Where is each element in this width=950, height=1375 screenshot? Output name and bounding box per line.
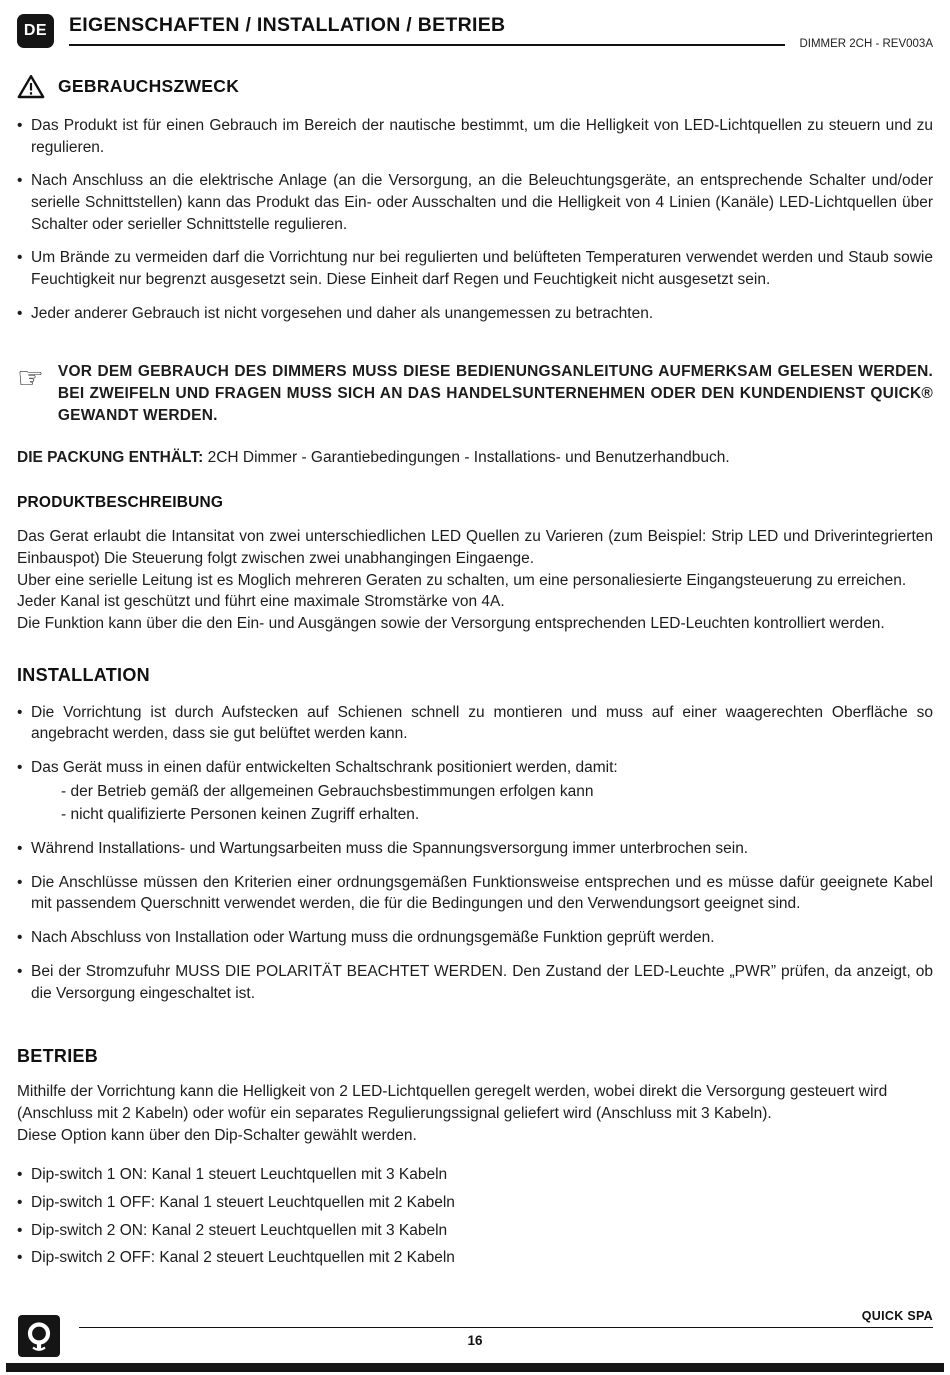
usage-heading-row xyxy=(17,74,933,99)
bullet-text: Dip-switch 2 ON: Kanal 2 steuert Leuchtquellen mit 3 Kabeln xyxy=(31,1221,448,1239)
warning-triangle-icon xyxy=(17,74,45,99)
usage-bullet-list xyxy=(17,115,933,337)
bullet-text: Bei der Stromzufuhr MUSS DIE POLARITÄT BEACHTET WERDEN. Den Zustand der LED-Leuchte „PWR” prüfen, da anzeigt, ob die Versorgung eingeschaltet ist. xyxy=(31,962,933,1002)
bullet-text: Jeder anderer Gebrauch ist nicht vorgesehen und daher als unangemessen zu betrachten. xyxy=(31,304,654,322)
list-item xyxy=(17,838,933,860)
package-label: DIE PACKUNG ENTHÄLT: xyxy=(17,448,204,466)
operation-paragraph: Diese Option kann über den Dip-Schalter gewählt werden. xyxy=(17,1126,417,1144)
section-heading-installation: INSTALLATION xyxy=(17,664,150,685)
list-item xyxy=(17,247,933,290)
section-heading-gebrauchszweck: GEBRAUCHSZWECK xyxy=(58,76,240,96)
operation-paragraphs xyxy=(17,1081,933,1146)
bullet-text: Dip-switch 1 OFF: Kanal 1 steuert Leuchtquellen mit 2 Kabeln xyxy=(31,1193,455,1211)
section-heading-produktbeschreibung: PRODUKTBESCHREIBUNG xyxy=(17,494,224,512)
description-paragraph: Uber eine serielle Leitung ist es Moglich mehreren Geraten zu schalten, um eine personaliesierte Eingangsteuerung zu erreichen. xyxy=(17,571,907,589)
list-item xyxy=(17,115,933,158)
description-paragraph: Jeder Kanal ist geschützt und führt eine maximale Stromstärke von 4A. xyxy=(17,593,505,611)
bullet-text: Während Installations- und Wartungsarbeiten muss die Spannungsversorgung immer unterbrochen sein. xyxy=(31,840,749,858)
doc-reference: DIMMER 2CH - REV003A xyxy=(799,38,933,50)
list-item xyxy=(17,1164,933,1186)
list-item xyxy=(17,1192,933,1214)
list-item xyxy=(17,872,933,915)
usage-notice xyxy=(17,361,933,427)
bullet-text: Das Gerät muss in einen dafür entwickelten Schaltschrank positioniert werden, damit: xyxy=(31,759,618,776)
description-paragraph: Die Funktion kann über die den Ein- und Ausgängen sowie der Versorgung entsprechenden LED-Leuchten kontrolliert werden. xyxy=(17,614,885,632)
description-paragraphs xyxy=(17,526,933,634)
list-item xyxy=(17,170,933,235)
package-line xyxy=(17,447,933,469)
pointing-hand-icon: ☞ xyxy=(17,361,44,395)
language-badge: DE xyxy=(17,14,54,48)
list-item xyxy=(17,702,933,745)
list-item xyxy=(17,303,933,325)
list-item xyxy=(17,961,933,1004)
page-number: 16 xyxy=(467,1333,483,1348)
bullet-text: Dip-switch 1 ON: Kanal 1 steuert Leuchtquellen mit 3 Kabeln xyxy=(31,1166,448,1184)
bullet-text: Die Vorrichtung ist durch Aufstecken auf Schienen schnell zu montieren und muss auf einer waagerechten Oberfläche so angebracht werden, dass sie gut belüftet werden kann. xyxy=(31,703,933,743)
list-item xyxy=(17,757,933,826)
description-paragraph: Das Gerat erlaubt die Intansitat von zwei unterschiedlichen LED Quellen zu Varieren (zum Beispiel: Strip LED und Driverintegrierten Einbauspot) Die Steuerung folgt zwischen zwei unabhangingen Eingaenge. xyxy=(17,528,933,567)
footer-rule xyxy=(79,1327,933,1328)
bottom-bar xyxy=(6,1363,944,1372)
header-main xyxy=(69,14,933,50)
page-title: EIGENSCHAFTEN / INSTALLATION / BETRIEB xyxy=(69,14,785,46)
package-text: 2CH Dimmer - Garantiebedingungen - Installations- und Benutzerhandbuch. xyxy=(203,448,730,466)
list-item xyxy=(17,1220,933,1242)
brand-text: QUICK SPA xyxy=(861,1309,933,1323)
list-item xyxy=(17,927,933,949)
sub-item: - nicht qualifizierte Personen keinen Zugriff erhalten. xyxy=(61,806,420,824)
bullet-text: Um Brände zu vermeiden darf die Vorrichtung nur bei regulierten und belüfteten Temperaturen verwendet werden und Staub sowie Feuchtigkeit nur begrenzt ausgesetzt sein. Diese Einheit darf Regen und Feuchtigkeit nicht ausgesetzt sein. xyxy=(31,249,933,289)
page-header xyxy=(17,14,933,48)
installation-sub-items xyxy=(61,781,933,826)
notice-text: VOR DEM GEBRAUCH DES DIMMERS MUSS DIESE BEDIENUNGSANLEITUNG AUFMERKSAM GELESEN WERDEN. BEI ZWEIFELN UND FRAGEN MUSS SICH AN DAS HANDELSUNTERNEHMEN ODER DEN KUNDENDIENST QUICK® GEWANDT WERDEN. xyxy=(57,362,933,424)
bullet-text: Dip-switch 2 OFF: Kanal 2 steuert Leuchtquellen mit 2 Kabeln xyxy=(31,1249,455,1267)
bullet-text: Das Produkt ist für einen Gebrauch im Bereich der nautische bestimmt, um die Helligkeit von LED-Lichtquellen zu steuern und zu regulieren. xyxy=(31,117,933,156)
bullet-text: Die Anschlüsse müssen den Kriterien einer ordnungsgemäßen Funktionsweise entsprechen und es müsse dafür geeignete Kabel mit passendem Querschnitt verwendet werden, die für die Bedingungen und den Verwendungsort geeignet sind. xyxy=(31,873,933,913)
bullet-text: Nach Abschluss von Installation oder Wartung muss die ordnungsgemäße Funktion geprüft werden. xyxy=(31,929,715,947)
section-heading-betrieb: BETRIEB xyxy=(17,1046,99,1067)
operation-paragraph: Mithilfe der Vorrichtung kann die Helligkeit von 2 LED-Lichtquellen geregelt werden, wobei direkt die Versorgung gesteuert wird (Anschluss mit 2 Kabeln) oder wofür ein separates Regulierungssignal geliefert wird (Anschluss mit 3 Kabeln). xyxy=(17,1083,888,1122)
sub-item: - der Betrieb gemäß der allgemeinen Gebrauchsbestimmungen erfolgen kann xyxy=(61,782,594,800)
dip-switch-list xyxy=(17,1164,933,1275)
bullet-text: Nach Anschluss an die elektrische Anlage (an die Versorgung, an die Beleuchtungsgeräte, an entsprechende Schalter und/oder serielle Schnittstellen) kann das Produkt das Ein- oder Ausschalten und die Helligkeit von 4 Linien (Kanäle) LED-Lichtquellen über Schalter oder serieller Schnittstelle regulieren. xyxy=(31,172,933,233)
list-item xyxy=(17,1247,933,1269)
page-footer xyxy=(17,1309,933,1359)
installation-bullet-list xyxy=(17,702,933,1017)
